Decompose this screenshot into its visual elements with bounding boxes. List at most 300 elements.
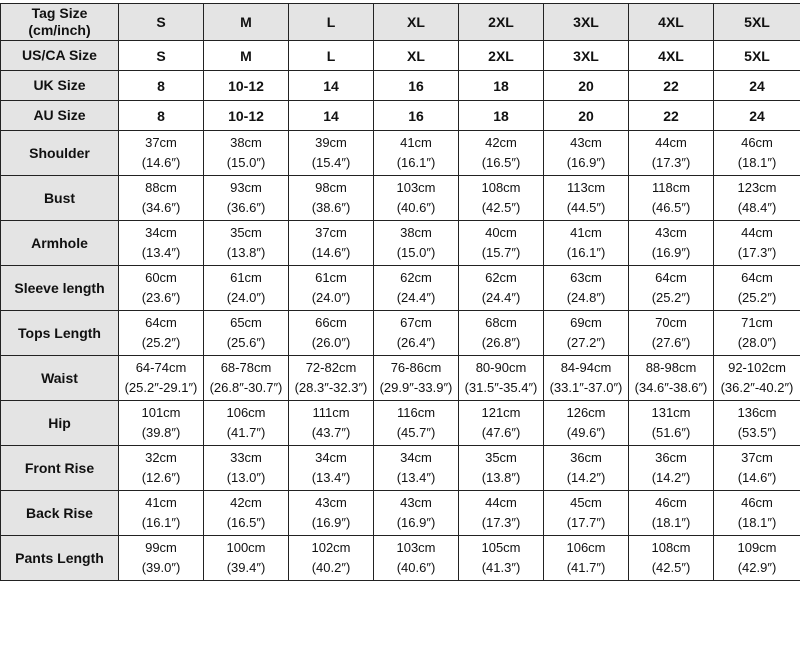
measurement-cell xyxy=(119,491,204,536)
measurement-cm: 35cm xyxy=(230,225,262,240)
measurement-cell xyxy=(119,311,204,356)
measurement-row xyxy=(1,356,800,401)
measurement-inch: (34.6″) xyxy=(141,200,181,215)
measurement-cm: 84-94cm xyxy=(560,360,612,375)
measurement-cell xyxy=(374,491,459,536)
measurement-inch: (13.4″) xyxy=(396,470,436,485)
measurement-inch: (12.6″) xyxy=(141,470,181,485)
measurement-inch: (26.4″) xyxy=(396,335,436,350)
size-value-cell: 4XL xyxy=(629,41,714,71)
measurement-cm: 108cm xyxy=(481,180,521,195)
measurement-inch: (42.5″) xyxy=(651,560,691,575)
measurement-cell xyxy=(459,221,544,266)
measurement-cell xyxy=(374,536,459,581)
measurement-cell xyxy=(714,221,800,266)
measurement-cell xyxy=(119,446,204,491)
tag-size-cell: 5XL xyxy=(714,4,800,41)
measurement-cm: 65cm xyxy=(230,315,262,330)
size-value-cell: 10-12 xyxy=(204,71,289,101)
size-row xyxy=(1,101,800,131)
measurement-cell xyxy=(119,401,204,446)
measurement-cm: 39cm xyxy=(315,135,347,150)
measurement-cell xyxy=(289,221,374,266)
measurement-inch: (39.0″) xyxy=(141,560,181,575)
size-row-label: AU Size xyxy=(1,101,119,131)
measurement-cell xyxy=(714,491,800,536)
tag-size-cell: S xyxy=(119,4,204,41)
tag-size-cell: XL xyxy=(374,4,459,41)
measurement-cell xyxy=(374,176,459,221)
measurement-inch: (46.5″) xyxy=(651,200,691,215)
size-row-label: US/CA Size xyxy=(1,41,119,71)
measurement-inch: (40.6″) xyxy=(396,560,436,575)
measurement-cm: 64cm xyxy=(145,315,177,330)
measurement-inch: (14.6″) xyxy=(141,155,181,170)
measurement-cm: 41cm xyxy=(145,495,177,510)
measurement-cell xyxy=(374,131,459,176)
size-value-cell: S xyxy=(119,41,204,71)
measurement-inch: (39.4″) xyxy=(226,560,266,575)
measurement-inch: (29.9″-33.9″) xyxy=(379,380,453,395)
measurement-cell xyxy=(544,356,629,401)
measurement-inch: (25.6″) xyxy=(226,335,266,350)
measurement-cell xyxy=(629,356,714,401)
measurement-row xyxy=(1,176,800,221)
measurement-cell xyxy=(629,491,714,536)
measurement-row xyxy=(1,311,800,356)
size-value-cell: 24 xyxy=(714,101,800,131)
measurement-inch: (51.6″) xyxy=(651,425,691,440)
measurement-cm: 32cm xyxy=(145,450,177,465)
measurement-cm: 61cm xyxy=(230,270,262,285)
measurement-inch: (40.2″) xyxy=(311,560,351,575)
measurement-inch: (24.0″) xyxy=(311,290,351,305)
measurement-cm: 41cm xyxy=(570,225,602,240)
measurement-cm: 69cm xyxy=(570,315,602,330)
measurement-cm: 93cm xyxy=(230,180,262,195)
size-value-cell: 22 xyxy=(629,101,714,131)
measurement-cell xyxy=(544,491,629,536)
measurement-cell xyxy=(544,131,629,176)
measurement-inch: (14.6″) xyxy=(311,245,351,260)
measurement-cm: 64cm xyxy=(741,270,773,285)
measurement-inch: (41.7″) xyxy=(226,425,266,440)
measurement-inch: (18.1″) xyxy=(737,515,777,530)
measurement-cell xyxy=(629,266,714,311)
measurement-inch: (16.5″) xyxy=(481,155,521,170)
measurement-inch: (26.8″-30.7″) xyxy=(209,380,283,395)
measurement-cm: 61cm xyxy=(315,270,347,285)
size-value-cell: XL xyxy=(374,41,459,71)
size-value-cell: 22 xyxy=(629,71,714,101)
measurement-inch: (28.3″-32.3″) xyxy=(294,380,368,395)
measurement-cm: 42cm xyxy=(485,135,517,150)
measurement-cm: 43cm xyxy=(570,135,602,150)
measurement-cm: 136cm xyxy=(737,405,777,420)
measurement-inch: (15.7″) xyxy=(481,245,521,260)
measurement-cell xyxy=(714,131,800,176)
measurement-cell xyxy=(459,491,544,536)
measurement-cm: 44cm xyxy=(741,225,773,240)
measurement-inch: (13.8″) xyxy=(481,470,521,485)
measurement-inch: (24.8″) xyxy=(566,290,606,305)
measurement-cell xyxy=(374,446,459,491)
measurement-cell xyxy=(119,356,204,401)
size-row xyxy=(1,71,800,101)
measurement-inch: (16.9″) xyxy=(651,245,691,260)
measurement-cm: 76-86cm xyxy=(390,360,442,375)
measurement-row xyxy=(1,266,800,311)
tag-size-cell: 3XL xyxy=(544,4,629,41)
measurement-cm: 68-78cm xyxy=(220,360,272,375)
measurement-cell xyxy=(544,221,629,266)
measurement-inch: (31.5″-35.4″) xyxy=(464,380,538,395)
size-value-cell: 18 xyxy=(459,101,544,131)
measurement-inch: (49.6″) xyxy=(566,425,606,440)
size-value-cell: M xyxy=(204,41,289,71)
measurement-cm: 98cm xyxy=(315,180,347,195)
measurement-cm: 106cm xyxy=(226,405,266,420)
measurement-inch: (17.7″) xyxy=(566,515,606,530)
measurement-cm: 35cm xyxy=(485,450,517,465)
measurement-row xyxy=(1,536,800,581)
measurement-cell xyxy=(374,311,459,356)
measurement-cell xyxy=(629,221,714,266)
measurement-cm: 46cm xyxy=(655,495,687,510)
measurement-cm: 106cm xyxy=(566,540,606,555)
measurement-cell xyxy=(459,401,544,446)
measurement-cell xyxy=(714,536,800,581)
size-value-cell: 8 xyxy=(119,71,204,101)
size-value-cell: L xyxy=(289,41,374,71)
measurement-cell xyxy=(629,131,714,176)
measurement-cm: 34cm xyxy=(315,450,347,465)
measurement-label: Tops Length xyxy=(1,311,119,356)
measurement-cm: 34cm xyxy=(145,225,177,240)
measurement-inch: (25.2″) xyxy=(737,290,777,305)
tag-size-row xyxy=(1,4,800,41)
measurement-row xyxy=(1,221,800,266)
measurement-cm: 64cm xyxy=(655,270,687,285)
measurement-inch: (39.8″) xyxy=(141,425,181,440)
measurement-cm: 45cm xyxy=(570,495,602,510)
measurement-row xyxy=(1,401,800,446)
measurement-cm: 62cm xyxy=(485,270,517,285)
measurement-cm: 88-98cm xyxy=(645,360,697,375)
measurement-label: Waist xyxy=(1,356,119,401)
measurement-inch: (13.8″) xyxy=(226,245,266,260)
measurement-label: Shoulder xyxy=(1,131,119,176)
measurement-cell xyxy=(714,311,800,356)
measurement-cell xyxy=(714,356,800,401)
measurement-inch: (17.3″) xyxy=(737,245,777,260)
measurement-inch: (16.9″) xyxy=(566,155,606,170)
measurement-inch: (13.4″) xyxy=(141,245,181,260)
measurement-cm: 72-82cm xyxy=(305,360,357,375)
measurement-inch: (44.5″) xyxy=(566,200,606,215)
size-value-cell: 2XL xyxy=(459,41,544,71)
size-value-cell: 3XL xyxy=(544,41,629,71)
measurement-inch: (36.2″-40.2″) xyxy=(720,380,794,395)
measurement-cell xyxy=(544,311,629,356)
measurement-cell xyxy=(374,401,459,446)
measurement-label: Back Rise xyxy=(1,491,119,536)
measurement-inch: (42.9″) xyxy=(737,560,777,575)
measurement-cm: 43cm xyxy=(315,495,347,510)
tag-size-cell: 2XL xyxy=(459,4,544,41)
size-value-cell: 16 xyxy=(374,101,459,131)
measurement-cm: 111cm xyxy=(312,405,350,420)
measurement-cell xyxy=(629,311,714,356)
size-value-cell: 20 xyxy=(544,101,629,131)
measurement-inch: (36.6″) xyxy=(226,200,266,215)
measurement-cm: 37cm xyxy=(315,225,347,240)
size-value-cell: 18 xyxy=(459,71,544,101)
measurement-cm: 99cm xyxy=(145,540,177,555)
measurement-cm: 62cm xyxy=(400,270,432,285)
measurement-cm: 113cm xyxy=(566,180,606,195)
measurement-cm: 66cm xyxy=(315,315,347,330)
measurement-cell xyxy=(289,266,374,311)
measurement-cm: 121cm xyxy=(481,405,521,420)
measurement-cm: 33cm xyxy=(230,450,262,465)
measurement-cm: 67cm xyxy=(400,315,432,330)
measurement-cell xyxy=(289,446,374,491)
measurement-cm: 71cm xyxy=(741,315,773,330)
measurement-inch: (41.7″) xyxy=(566,560,606,575)
measurement-cm: 100cm xyxy=(226,540,266,555)
measurement-cell xyxy=(459,446,544,491)
measurement-cell xyxy=(459,176,544,221)
measurement-cell xyxy=(204,311,289,356)
tag-size-cell: 4XL xyxy=(629,4,714,41)
measurement-cm: 36cm xyxy=(570,450,602,465)
measurement-inch: (18.1″) xyxy=(651,515,691,530)
measurement-inch: (38.6″) xyxy=(311,200,351,215)
measurement-cm: 42cm xyxy=(230,495,262,510)
measurement-row xyxy=(1,446,800,491)
measurement-inch: (17.3″) xyxy=(481,515,521,530)
measurement-cell xyxy=(204,176,289,221)
size-value-cell: 5XL xyxy=(714,41,800,71)
measurement-cm: 64-74cm xyxy=(135,360,187,375)
measurement-cell xyxy=(204,401,289,446)
measurement-cell xyxy=(544,446,629,491)
measurement-cell xyxy=(459,266,544,311)
measurement-cell xyxy=(629,446,714,491)
measurement-inch: (25.2″) xyxy=(141,335,181,350)
size-row-label: UK Size xyxy=(1,71,119,101)
measurement-cell xyxy=(289,311,374,356)
measurement-cm: 105cm xyxy=(481,540,521,555)
measurement-cm: 41cm xyxy=(400,135,432,150)
measurement-cell xyxy=(374,266,459,311)
measurement-cm: 118cm xyxy=(651,180,691,195)
measurement-cell xyxy=(714,446,800,491)
measurement-cm: 103cm xyxy=(396,180,436,195)
measurement-cell xyxy=(289,536,374,581)
measurement-inch: (53.5″) xyxy=(737,425,777,440)
measurement-inch: (16.5″) xyxy=(226,515,266,530)
size-chart-body xyxy=(1,4,800,581)
measurement-cell xyxy=(544,401,629,446)
measurement-cell xyxy=(204,131,289,176)
measurement-inch: (25.2″) xyxy=(651,290,691,305)
measurement-inch: (15.4″) xyxy=(311,155,351,170)
measurement-label: Hip xyxy=(1,401,119,446)
measurement-label: Pants Length xyxy=(1,536,119,581)
measurement-cell xyxy=(204,446,289,491)
measurement-inch: (27.6″) xyxy=(651,335,691,350)
measurement-cell xyxy=(714,266,800,311)
size-value-cell: 20 xyxy=(544,71,629,101)
measurement-inch: (26.0″) xyxy=(311,335,351,350)
measurement-row xyxy=(1,491,800,536)
measurement-cm: 109cm xyxy=(737,540,777,555)
measurement-cm: 43cm xyxy=(400,495,432,510)
measurement-inch: (14.2″) xyxy=(566,470,606,485)
measurement-cm: 34cm xyxy=(400,450,432,465)
measurement-cm: 38cm xyxy=(230,135,262,150)
measurement-cm: 43cm xyxy=(655,225,687,240)
measurement-inch: (16.1″) xyxy=(566,245,606,260)
measurement-inch: (47.6″) xyxy=(481,425,521,440)
size-value-cell: 10-12 xyxy=(204,101,289,131)
measurement-cell xyxy=(374,221,459,266)
tag-size-header-label: Tag Size (cm/inch) xyxy=(1,4,119,41)
measurement-cell xyxy=(289,356,374,401)
measurement-cm: 60cm xyxy=(145,270,177,285)
measurement-cm: 101cm xyxy=(141,405,181,420)
measurement-cell xyxy=(119,131,204,176)
measurement-cm: 70cm xyxy=(655,315,687,330)
measurement-inch: (17.3″) xyxy=(651,155,691,170)
measurement-cm: 68cm xyxy=(485,315,517,330)
size-value-cell: 16 xyxy=(374,71,459,101)
measurement-inch: (15.0″) xyxy=(396,245,436,260)
measurement-cell xyxy=(204,536,289,581)
measurement-inch: (14.6″) xyxy=(737,470,777,485)
measurement-cell xyxy=(289,176,374,221)
measurement-inch: (24.4″) xyxy=(481,290,521,305)
measurement-inch: (16.1″) xyxy=(396,155,436,170)
measurement-inch: (23.6″) xyxy=(141,290,181,305)
measurement-cm: 44cm xyxy=(655,135,687,150)
measurement-inch: (43.7″) xyxy=(311,425,351,440)
measurement-inch: (26.8″) xyxy=(481,335,521,350)
measurement-cell xyxy=(204,266,289,311)
measurement-inch: (25.2″-29.1″) xyxy=(124,380,198,395)
measurement-cell xyxy=(544,176,629,221)
measurement-cell xyxy=(459,536,544,581)
measurement-cm: 126cm xyxy=(566,405,606,420)
measurement-cell xyxy=(459,131,544,176)
size-value-cell: 14 xyxy=(289,101,374,131)
measurement-cell xyxy=(714,401,800,446)
measurement-cell xyxy=(289,131,374,176)
measurement-inch: (24.4″) xyxy=(396,290,436,305)
measurement-cell xyxy=(374,356,459,401)
size-chart-table xyxy=(0,3,800,581)
size-value-cell: 8 xyxy=(119,101,204,131)
measurement-cell xyxy=(289,491,374,536)
measurement-cm: 38cm xyxy=(400,225,432,240)
measurement-cell xyxy=(119,536,204,581)
measurement-cm: 36cm xyxy=(655,450,687,465)
measurement-inch: (16.1″) xyxy=(141,515,181,530)
tag-size-cell: L xyxy=(289,4,374,41)
measurement-cell xyxy=(204,356,289,401)
measurement-inch: (42.5″) xyxy=(481,200,521,215)
measurement-cm: 92-102cm xyxy=(728,360,786,375)
measurement-inch: (16.9″) xyxy=(311,515,351,530)
measurement-cell xyxy=(289,401,374,446)
measurement-inch: (13.0″) xyxy=(226,470,266,485)
measurement-cm: 37cm xyxy=(741,450,773,465)
measurement-cm: 103cm xyxy=(396,540,436,555)
measurement-cell xyxy=(629,401,714,446)
measurement-cm: 44cm xyxy=(485,495,517,510)
measurement-inch: (24.0″) xyxy=(226,290,266,305)
measurement-inch: (33.1″-37.0″) xyxy=(549,380,623,395)
measurement-row xyxy=(1,131,800,176)
measurement-inch: (18.1″) xyxy=(737,155,777,170)
measurement-inch: (27.2″) xyxy=(566,335,606,350)
measurement-cell xyxy=(204,221,289,266)
measurement-cell xyxy=(459,311,544,356)
measurement-cm: 102cm xyxy=(311,540,351,555)
measurement-inch: (14.2″) xyxy=(651,470,691,485)
measurement-cm: 131cm xyxy=(651,405,691,420)
measurement-inch: (13.4″) xyxy=(311,470,351,485)
size-row xyxy=(1,41,800,71)
measurement-inch: (15.0″) xyxy=(226,155,266,170)
measurement-cell xyxy=(119,221,204,266)
measurement-label: Bust xyxy=(1,176,119,221)
size-value-cell: 14 xyxy=(289,71,374,101)
measurement-cm: 40cm xyxy=(485,225,517,240)
measurement-inch: (45.7″) xyxy=(396,425,436,440)
measurement-cm: 116cm xyxy=(396,405,436,420)
measurement-inch: (40.6″) xyxy=(396,200,436,215)
measurement-cell xyxy=(119,176,204,221)
size-value-cell: 24 xyxy=(714,71,800,101)
measurement-label: Armhole xyxy=(1,221,119,266)
measurement-label: Front Rise xyxy=(1,446,119,491)
measurement-inch: (41.3″) xyxy=(481,560,521,575)
measurement-cm: 88cm xyxy=(145,180,177,195)
measurement-cell xyxy=(629,176,714,221)
measurement-cm: 108cm xyxy=(651,540,691,555)
measurement-cm: 37cm xyxy=(145,135,177,150)
measurement-cm: 46cm xyxy=(741,495,773,510)
measurement-cell xyxy=(459,356,544,401)
measurement-inch: (34.6″-38.6″) xyxy=(634,380,708,395)
measurement-cm: 123cm xyxy=(737,180,777,195)
measurement-cell xyxy=(629,536,714,581)
measurement-cell xyxy=(544,536,629,581)
measurement-inch: (48.4″) xyxy=(737,200,777,215)
measurement-cm: 80-90cm xyxy=(475,360,527,375)
measurement-cm: 46cm xyxy=(741,135,773,150)
measurement-inch: (28.0″) xyxy=(737,335,777,350)
measurement-cm: 63cm xyxy=(570,270,602,285)
measurement-cell xyxy=(544,266,629,311)
tag-size-cell: M xyxy=(204,4,289,41)
measurement-cell xyxy=(119,266,204,311)
measurement-inch: (16.9″) xyxy=(396,515,436,530)
measurement-cell xyxy=(204,491,289,536)
